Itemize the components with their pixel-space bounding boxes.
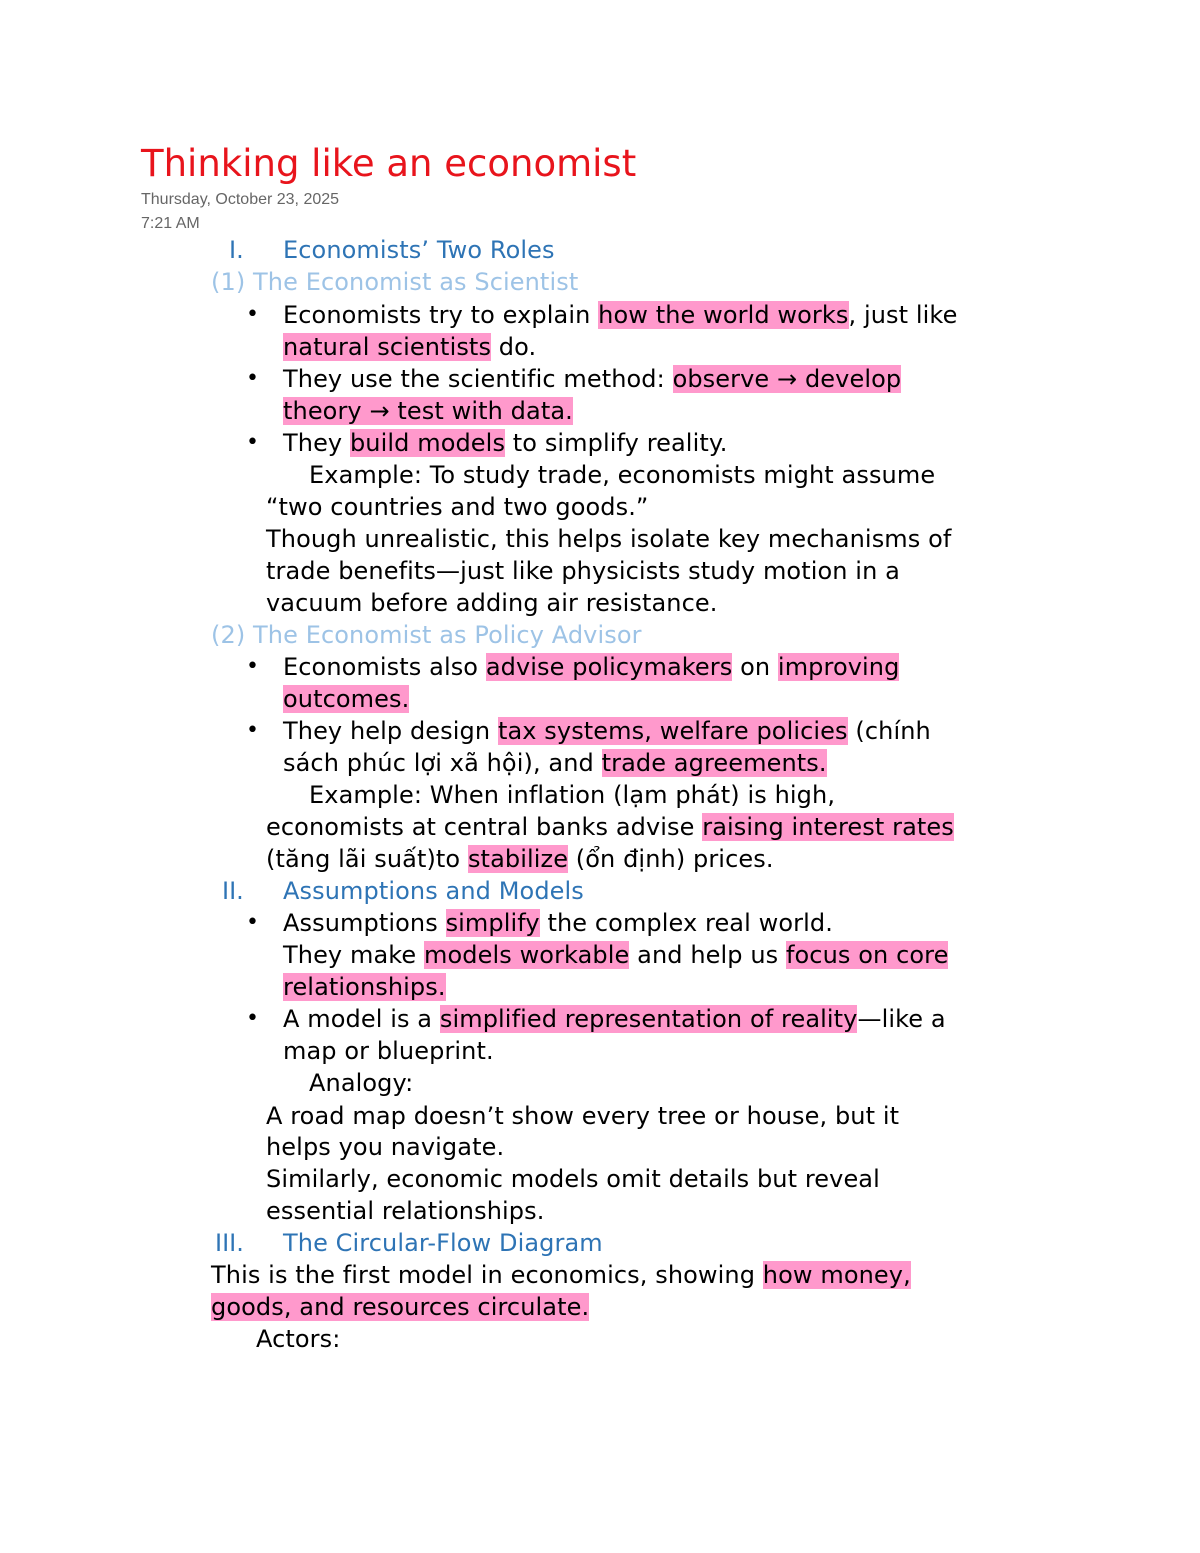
highlight: relationships. [283,973,446,1001]
highlight: observe → develop [672,365,902,393]
bullet-marker: • [246,718,259,743]
section-2-numeral: II. [222,877,244,905]
bullet-text-continuation [283,971,446,1003]
analogy-text: A road map doesn’t show every tree or house, but it [266,1102,900,1130]
subsection-1-heading: (1) The Economist as Scientist [211,268,579,296]
analogy-text: Similarly, economic models omit details but reveal [266,1165,880,1193]
example-text: “two countries and two goods.” [266,493,649,521]
bullet-text-continuation: natural scientists do. [283,333,537,361]
highlight: natural scientists [283,333,492,361]
example-text: vacuum before adding air resistance. [266,589,718,617]
highlight: trade agreements. [601,749,827,777]
section-1-heading: Economists’ Two Roles [283,236,555,264]
example-text: trade benefits—just like physicists study motion in a [266,557,900,585]
highlight: how the world works [598,301,849,329]
paragraph-text: This is the first model in economics, showing how money, [211,1261,911,1289]
highlight: build models [349,429,506,457]
highlight: tax systems, welfare policies [497,717,848,745]
bullet-marker: • [246,430,259,455]
actors-label: Actors: [256,1325,341,1353]
example-text: (tăng lãi suất)to stabilize (ổn định) prices. [266,845,774,873]
bullet-text-continuation: map or blueprint. [283,1037,494,1065]
analogy-text: helps you navigate. [266,1133,505,1161]
bullet-text-model-definition: A model is a simplified representation of reality—like a [283,1005,946,1033]
section-1-numeral: I. [229,236,244,264]
highlight: improving [777,653,900,681]
bullet-marker: • [246,654,259,679]
highlight: models workable [424,941,630,969]
page-title: Thinking like an economist [141,142,637,185]
analogy-text: essential relationships. [266,1197,545,1225]
highlight: theory → test with data. [283,397,573,425]
example-text: Example: When inflation (lạm phát) is high, [309,781,836,809]
example-text: Example: To study trade, economists might assume [309,461,936,489]
bullet-text-assumptions: Assumptions simplify the complex real world. [283,909,833,937]
section-2-heading: Assumptions and Models [283,877,584,905]
bullet-text-build-models: They build models to simplify reality. [283,429,728,457]
bullet-text-advise: Economists also advise policymakers on improving [283,653,900,681]
highlight: raising interest rates [702,813,954,841]
highlight: simplify [445,909,540,937]
bullet-text-scientific-method: They use the scientific method: observe → develop [283,365,902,393]
bullet-text-design: They help design tax systems, welfare policies (chính [283,717,931,745]
example-text: economists at central banks advise raising interest rates [266,813,954,841]
subsection-2-heading: (2) The Economist as Policy Advisor [211,621,642,649]
bullet-text-continuation: sách phúc lợi xã hội), and trade agreements. [283,749,827,777]
bullet-marker: • [246,366,259,391]
analogy-label: Analogy: [309,1069,414,1097]
note-time: 7:21 AM [141,215,200,232]
highlight: stabilize [467,845,569,873]
bullet-text-continuation [283,395,573,427]
note-date: Thursday, October 23, 2025 [141,191,340,208]
bullet-marker: • [246,302,259,327]
bullet-text-continuation [283,683,409,715]
paragraph-text [211,1291,589,1323]
highlight: simplified representation of reality [439,1005,858,1033]
example-text: Though unrealistic, this helps isolate key mechanisms of [266,525,952,553]
bullet-text-continuation: They make models workable and help us focus on core [283,941,949,969]
highlight: outcomes. [283,685,410,713]
bullet-text-explain-world: Economists try to explain how the world works, just like [283,301,958,329]
bullet-marker: • [246,1006,259,1031]
section-3-heading: The Circular-Flow Diagram [283,1229,603,1257]
highlight: focus on core [785,941,949,969]
bullet-marker: • [246,910,259,935]
highlight: how money, [762,1261,911,1289]
highlight: goods, and resources circulate. [211,1293,590,1321]
highlight: advise policymakers [485,653,733,681]
section-3-numeral: III. [215,1229,244,1257]
